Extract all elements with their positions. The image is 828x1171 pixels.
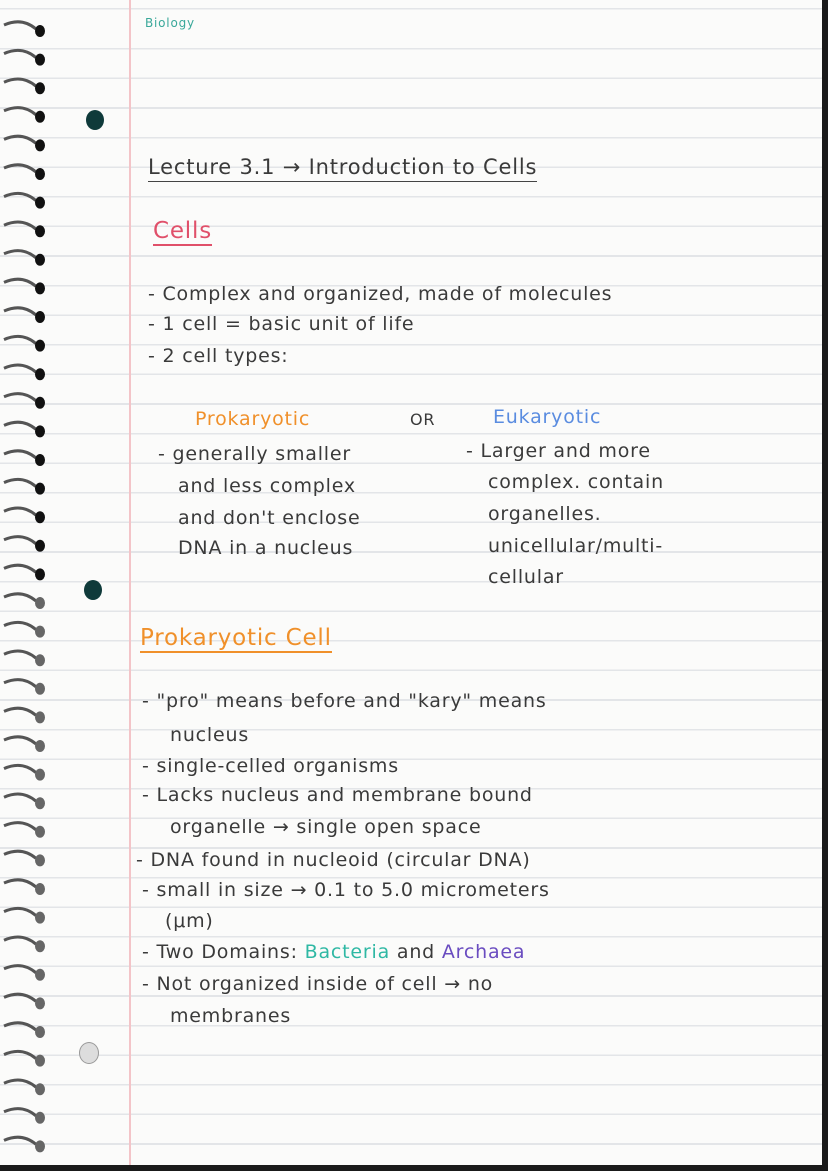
spiral-coil [4,908,36,915]
list-item: - Not organized inside of cell → no [142,973,494,995]
spiral-coil [4,594,36,601]
list-item: and less complex [178,475,356,497]
spiral-hole [35,82,45,94]
spiral-hole [35,940,45,952]
spiral-coil [4,823,36,830]
margin-line [129,0,131,1165]
domains-line [142,941,525,963]
spiral-hole [35,626,45,638]
domain-archaea: Archaea [441,941,526,963]
spiral-coil [4,108,36,115]
list-item: cellular [488,566,564,588]
spiral-hole [35,425,45,437]
spiral-coil [4,937,36,944]
subject-label: Biology [145,16,195,30]
spiral-hole [35,340,45,352]
spiral-hole [35,54,45,66]
spiral-binding [0,10,52,1160]
domain-bacteria: Bacteria [304,941,391,963]
list-item: nucleus [170,724,250,746]
spiral-hole [35,568,45,580]
spiral-hole [35,311,45,323]
list-item: - DNA found in nucleoid (circular DNA) [136,849,531,871]
spiral-coil [4,794,36,801]
spiral-coil [4,880,36,887]
spiral-hole [35,483,45,495]
spiral-hole [35,711,45,723]
spiral-coil [4,851,36,858]
spiral-hole [35,1083,45,1095]
spiral-hole [35,225,45,237]
spiral-hole [35,740,45,752]
list-item: unicellular/multi- [488,535,664,557]
spiral-coil [4,1109,36,1116]
punch-hole [84,580,102,600]
spiral-coil [4,1080,36,1087]
list-item: (μm) [165,910,214,932]
spiral-hole [35,1140,45,1152]
list-item: - Larger and more [466,440,651,462]
spiral-hole [35,540,45,552]
spiral-hole [35,883,45,895]
punch-hole [86,110,104,130]
spiral-hole [35,997,45,1009]
spiral-hole [35,511,45,523]
spiral-hole [35,111,45,123]
spiral-coil [4,222,36,229]
spiral-hole [35,197,45,209]
spiral-hole [35,282,45,294]
spiral-hole [35,254,45,266]
spiral-coil [4,193,36,200]
spiral-hole [35,25,45,37]
spiral-coil [4,966,36,973]
spiral-coil [4,50,36,57]
list-item: - single-celled organisms [142,755,399,777]
spiral-coil [4,22,36,29]
spiral-hole [35,368,45,380]
spiral-coil [4,79,36,86]
list-item: DNA in a nucleus [178,537,354,559]
spiral-coil [4,565,36,572]
spiral-coil [4,1137,36,1144]
spiral-hole [35,454,45,466]
spiral-coil [4,308,36,315]
spiral-coil [4,451,36,458]
spiral-coil [4,680,36,687]
spiral-coil [4,737,36,744]
spiral-hole [35,654,45,666]
spiral-coil [4,622,36,629]
spiral-coil [4,537,36,544]
spiral-coil [4,336,36,343]
spiral-coil [4,279,36,286]
prokaryotic-cell-heading: Prokaryotic Cell [140,625,332,651]
cells-heading: Cells [153,218,212,244]
list-item: - generally smaller [158,443,351,465]
list-item: organelle → single open space [170,816,482,838]
spiral-hole [35,1026,45,1038]
list-item: complex. contain [488,471,664,493]
or-label: OR [410,410,436,429]
domains-prefix: - Two Domains: [142,941,305,963]
spiral-hole [35,139,45,151]
list-item: membranes [170,1005,292,1027]
spiral-coil [4,1023,36,1030]
list-item: - "pro" means before and "kary" means [142,690,547,712]
spiral-coil [4,251,36,258]
spiral-hole [35,397,45,409]
spiral-coil [4,365,36,372]
list-item: - Lacks nucleus and membrane bound [142,784,533,806]
punch-hole [79,1042,99,1064]
spiral-hole [35,1055,45,1067]
list-item: organelles. [488,503,602,525]
spiral-coil [4,422,36,429]
spiral-coil [4,1051,36,1058]
list-item: - 1 cell = basic unit of life [148,313,415,335]
spiral-hole [35,769,45,781]
eukaryotic-label: Eukaryotic [493,406,602,428]
spiral-coil [4,165,36,172]
list-item: - 2 cell types: [148,345,289,367]
domains-and: and [390,941,442,963]
list-item: and don't enclose [178,507,361,529]
spiral-coil [4,136,36,143]
spiral-hole [35,597,45,609]
spiral-coil [4,765,36,772]
list-item: - Complex and organized, made of molecules [148,283,613,305]
spiral-hole [35,1112,45,1124]
spiral-hole [35,826,45,838]
spiral-hole [35,969,45,981]
spiral-hole [35,683,45,695]
spiral-hole [35,912,45,924]
spiral-coil [4,508,36,515]
prokaryotic-label: Prokaryotic [195,408,311,430]
page-title: Lecture 3.1 → Introduction to Cells [148,155,537,182]
spiral-hole [35,168,45,180]
spiral-coil [4,708,36,715]
spiral-hole [35,854,45,866]
spiral-coil [4,479,36,486]
spiral-coil [4,394,36,401]
list-item: - small in size → 0.1 to 5.0 micrometers [142,879,550,901]
spiral-coil [4,651,36,658]
spiral-hole [35,797,45,809]
spiral-coil [4,994,36,1001]
